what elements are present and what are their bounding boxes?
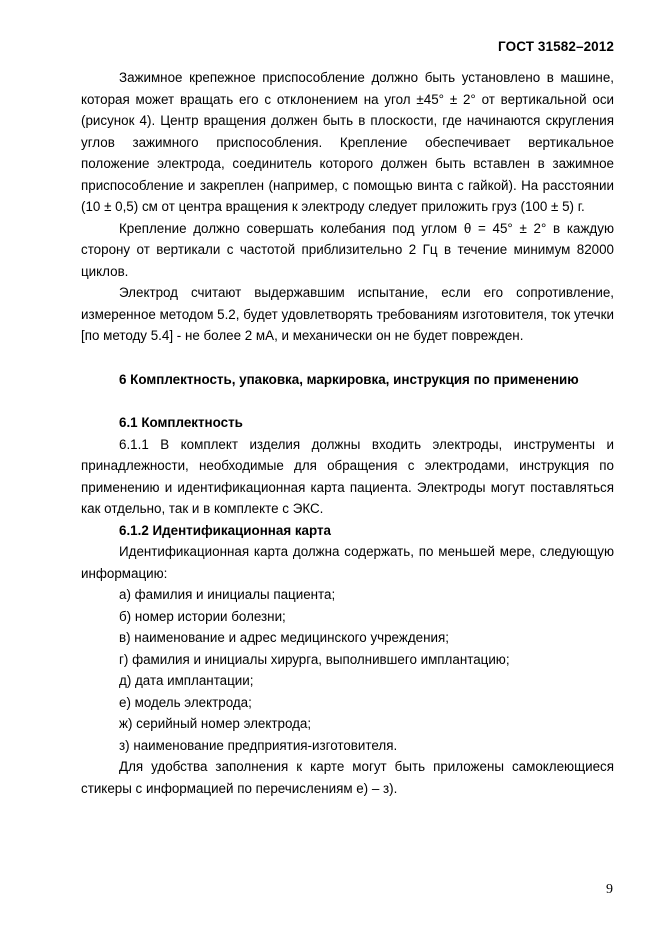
paragraph-6-1-2-outro: Для удобства заполнения к карте могут быть приложены самоклеющиеся стикеры с информацией по перечислениям е) – з). xyxy=(81,759,614,796)
list-item: з) наименование предприятия-изготовителя. xyxy=(119,737,398,753)
list-item: е) модель электрода; xyxy=(119,694,252,710)
paragraph-fixture-setup: Зажимное крепежное приспособление должно быть установлено в машине, которая может вращать его с отклонением на угол ±45° ± 2° от вертикальной оси (рисунок 4). Центр вращения должен быть в плоскости, где начинаются скругления углов зажимного приспособления. Крепление обеспечивает вертикальное положение электрода, соединитель которого должен быть вставлен в зажимное приспособление и закреплен (например, с помощью винта с гайкой). На расстоянии (10 ± 0,5) см от центра вращения к электроду следует приложить груз (100 ± 5) г. xyxy=(81,70,614,214)
subsection-heading-6-1: 6.1 Комплектность xyxy=(119,415,243,430)
document-body xyxy=(81,67,614,799)
list-item: ж) серийный номер электрода; xyxy=(119,716,312,731)
spacer xyxy=(81,390,614,412)
list-item: а) фамилия и инициалы пациента; xyxy=(119,587,336,602)
list-item: г) фамилия и инициалы хирурга, выполнившего имплантацию; xyxy=(119,651,510,667)
list-item: д) дата имплантации; xyxy=(119,673,254,688)
list-item: б) номер истории болезни; xyxy=(119,608,286,624)
list-item: в) наименование и адрес медицинского учреждения; xyxy=(119,630,449,645)
standard-header: ГОСТ 31582–2012 xyxy=(498,39,614,54)
paragraph-test-criteria: Электрод считают выдержавшим испытание, если его сопротивление, измеренное методом 5.2, будет удовлетворять требованиям изготовителя, ток утечки [по методу 5.4] - не более 2 мА, и механически он не будет поврежден. xyxy=(81,285,614,343)
page-number: 9 xyxy=(606,882,613,897)
paragraph-oscillation: Крепление должно совершать колебания под углом θ = 45° ± 2° в каждую сторону от вертикали с частотой приблизительно 2 Гц в течение минимум 82000 циклов. xyxy=(81,220,614,279)
paragraph-6-1-1: 6.1.1 В комплект изделия должны входить электроды, инструменты и принадлежности, необходимые для обращения с электродами, инструкция по применению и идентификационная карта пациента. Электроды могут поставляться как отдельно, так и в комплекте с ЭКС. xyxy=(81,436,614,516)
subsection-heading-6-1-2: 6.1.2 Идентификационная карта xyxy=(119,522,332,538)
section-heading-6: 6 Комплектность, упаковка, маркировка, инструкция по применению xyxy=(119,371,579,387)
paragraph-6-1-2-intro: Идентификационная карта должна содержать, по меньшей мере, следующую информацию: xyxy=(81,544,614,581)
spacer xyxy=(81,347,614,369)
